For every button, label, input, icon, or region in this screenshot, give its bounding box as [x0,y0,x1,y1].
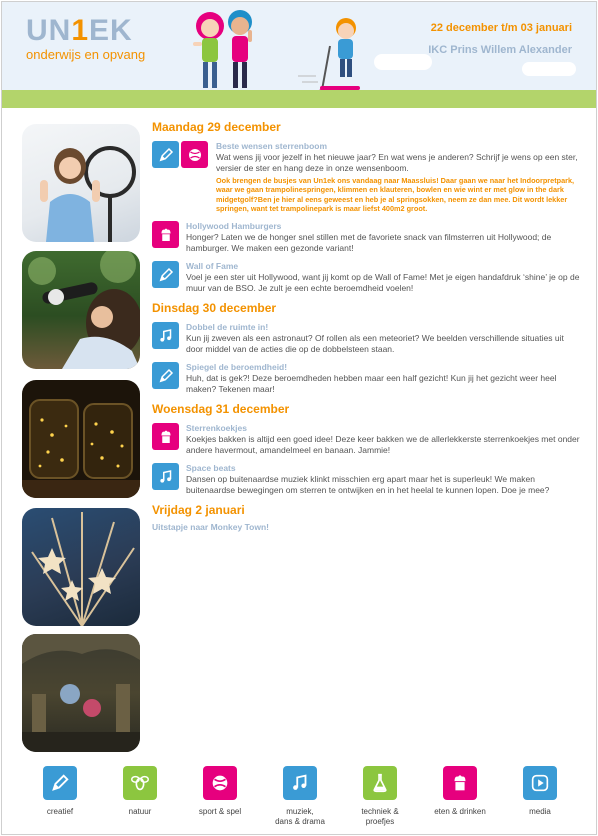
cloud-shape [522,62,576,76]
muziek-icon [152,322,179,349]
activity-title: Spiegel de beroemdheid! [186,362,288,373]
media-icon [523,766,557,800]
activity-item [152,261,582,293]
activity-item [152,221,582,253]
day-heading: Dinsdag 30 december [152,301,277,316]
natuur-icon [123,766,157,800]
activity-item [152,141,582,213]
activity-text: Huh, dat is gek?! Deze beroemdheden hebben maar een half gezicht! Kun jij het gezicht weer heel maken? Tekenen maar! [186,373,557,394]
sport-spel-icon [203,766,237,800]
photo-wish-tree [22,508,140,626]
photo-girl-telescope [22,251,140,369]
school-name: IKC Prins Willem Alexander [428,44,572,56]
legend-label: creatief [46,807,74,816]
schedule [152,118,582,532]
cloud-shape [374,54,432,70]
logo-un: UN [26,14,72,47]
activity-title: Wall of Fame [186,261,239,272]
activity-title: Space beats [186,463,236,474]
photo-girl-ringlight [22,124,140,242]
muziek-icon [283,766,317,800]
logo-one: 1 [71,14,90,47]
activity-text: Koekjes bakken is altijd een goed idee! Deze keer bakken we de allerlekkerste sterrenkoekjes met onder andere havermout, amandelmeel en banaan. Jammie! [186,434,580,455]
legend-item-creatief [20,766,100,827]
activity-item [152,423,582,455]
day-heading: Vrijdag 2 januari [152,503,245,518]
trip-text: Uitstapje naar Monkey Town! [152,522,269,533]
legend-item-techniek [340,766,420,827]
legend-label: muziek, dans & drama [275,807,325,826]
creatief-icon [152,362,179,389]
legend-item-eten-drinken [420,766,500,827]
activity-title: Sterrenkoekjes [186,423,247,434]
activity-text: Wat wens jij voor jezelf in het nieuwe jaar? En wat wens je anderen? Schrijf je wens op een ster, versier de ster en hang deze in onze wensenboom. [216,152,578,173]
unek-logo [26,16,145,62]
date-range: 22 december t/m 03 januari [430,22,572,34]
legend-label: techniek & proefjes [361,807,399,826]
grass-strip [2,90,596,108]
legend-item-muziek [260,766,340,827]
activity-text: Kun jij zweven als een astronaut? Of rollen als een meteoriet? We beelden verschillende situaties uit door middel van de acties die op de dobbelsteen staan. [186,333,564,354]
activity-title: Hollywood Hamburgers [186,221,282,232]
photo-glow-jars [22,380,140,498]
sport-spel-icon [181,141,208,168]
logo-ek: EK [89,14,133,47]
header-banner [2,2,596,108]
eten-drinken-icon [152,221,179,248]
legend-label: eten & drinken [434,807,486,816]
activity-text: Dansen op buitenaardse muziek klinkt misschien erg apart maar het is superleuk! We maken buitenaardse bewegingen om sterren te ontwijken en in het heelal te kunnen lopen. Doe je mee? [186,474,550,495]
techniek-icon [363,766,397,800]
activity-text: Honger? Laten we de honger snel stillen met de favoriete snack van filmsterren uit Hollywood; de hamburger. We maken een gezonde variant! [186,232,552,253]
activity-legend [20,766,580,827]
logo-tagline: onderwijs en opvang [26,47,146,62]
photo-monkey-town [22,634,140,752]
activity-item [152,322,582,354]
day-heading: Woensdag 31 december [152,402,290,417]
activity-title: Beste wensen sterrenboom [216,141,328,151]
legend-item-sport-spel [180,766,260,827]
kids-illustration [190,6,370,102]
creatief-icon [152,261,179,288]
activity-note: Ook brengen de busjes van Un1ek ons vandaag naar Maassluis! Daar gaan we naar het Indoorpretpark, waar we gaan trampolinespringen, klimmen en klauteren, bowlen en wie wint er met glow in the dark midgetgolf?Ben je hier al eens geweest en heb je al springsokken, neem ze dan mee. Dit wordt lekker springen, want tet trampolinepark is maar liefst 400m2 groot. [216,176,575,213]
legend-label: sport & spel [198,807,242,816]
day-heading: Maandag 29 december [152,120,281,134]
activity-item [152,463,582,495]
activity-title: Dobbel de ruimte in! [186,322,269,333]
legend-label: media [529,807,551,816]
legend-item-natuur [100,766,180,827]
creatief-icon [152,141,179,168]
eten-drinken-icon [152,423,179,450]
legend-label: natuur [128,807,152,816]
activity-item [152,362,582,394]
muziek-icon [152,463,179,490]
activity-text: Voel je een ster uit Hollywood, want jij komt op de Wall of Fame! Met je eigen handafdruk ‘shine’ je op de muur van de BSO. Je zult je een echte beroemdheid voelen! [186,272,580,293]
legend-item-media [500,766,580,827]
eten-drinken-icon [443,766,477,800]
creatief-icon [43,766,77,800]
